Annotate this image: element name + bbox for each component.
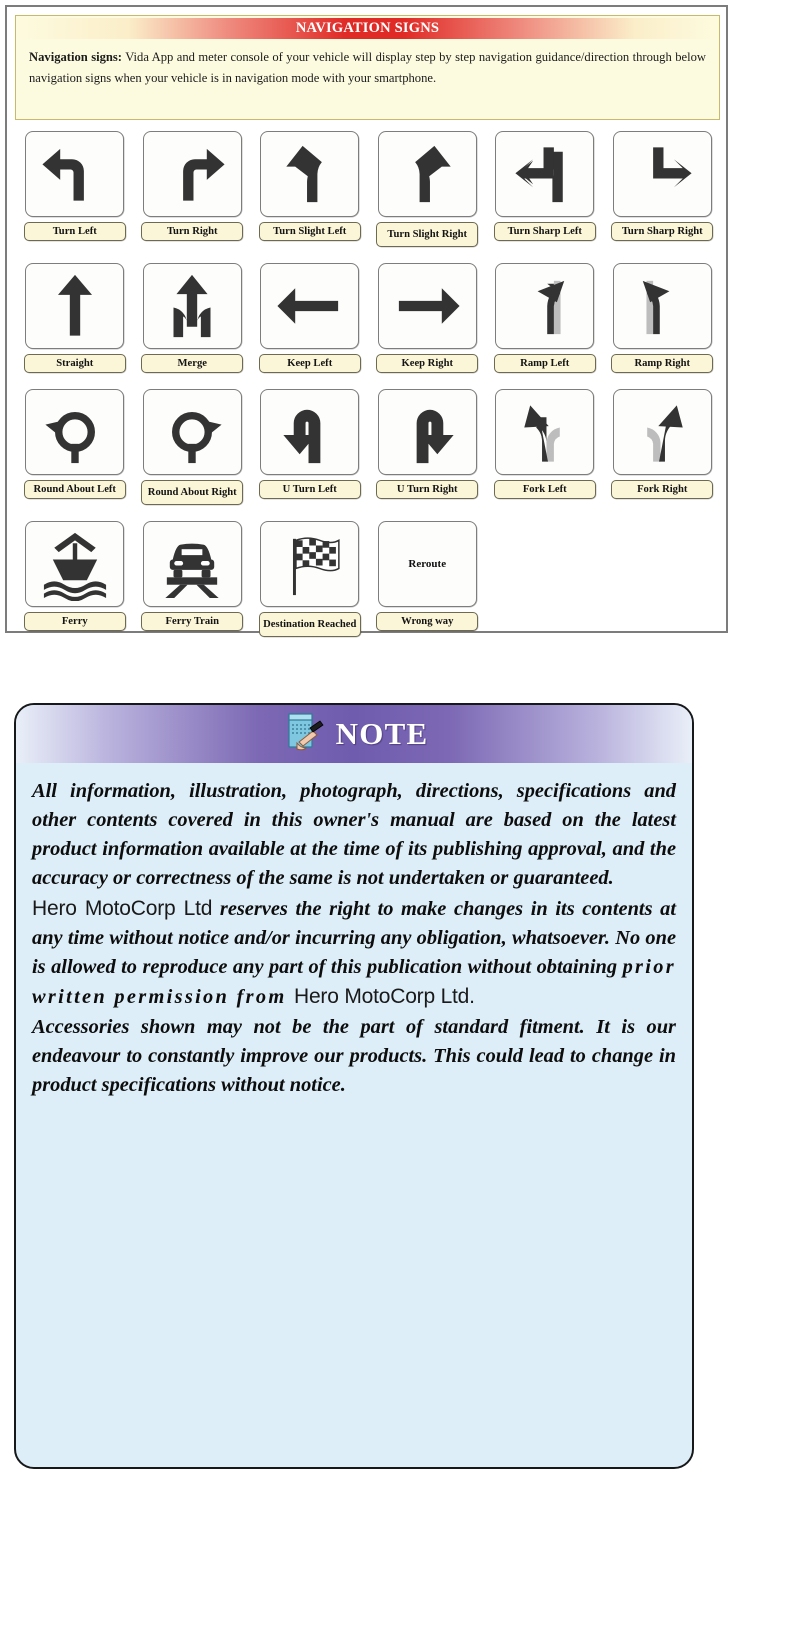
note-header (16, 705, 692, 763)
straight-icon (38, 269, 112, 343)
intro-lead-label: Navigation signs: (29, 50, 122, 64)
reroute-text: Reroute (408, 558, 447, 570)
ramp-left-icon (508, 269, 582, 343)
sign-tile (143, 389, 242, 475)
sign-label: Round About Left (24, 480, 126, 499)
navigation-signs-intro-text (16, 39, 719, 88)
ferry-icon (38, 527, 112, 601)
turn-sharp-right-icon (625, 137, 699, 211)
sign-tile (378, 131, 477, 217)
sign-cell (134, 263, 252, 373)
sign-label: Ferry Train (141, 612, 243, 631)
note-paragraph-2 (32, 894, 676, 1012)
note-paragraph-2-text: reserves the right to make changes in its contents at any time without notice and/or incurring any obligation, whatsoever. No one is allowed to reproduce any part of this publication without obtaining (32, 897, 676, 978)
sign-tile (613, 263, 712, 349)
sign-tile (495, 389, 594, 475)
fork-left-icon (508, 395, 582, 469)
sign-tile (25, 131, 124, 217)
u-turn-right-icon (390, 395, 464, 469)
notepad-writing-hand-icon (280, 709, 326, 760)
turn-left-icon (38, 137, 112, 211)
checkered-flag-icon (273, 527, 347, 601)
merge-icon (155, 269, 229, 343)
sign-label: Ramp Left (494, 354, 596, 373)
ferry-train-icon (155, 527, 229, 601)
sign-tile (495, 131, 594, 217)
sign-cell (486, 131, 604, 247)
sign-tile (25, 389, 124, 475)
sign-tile (260, 263, 359, 349)
navigation-signs-title-band (16, 18, 719, 39)
sign-label: Turn Right (141, 222, 243, 241)
navigation-signs-intro-box (15, 15, 720, 120)
sign-tile (143, 521, 242, 607)
sign-tile (378, 389, 477, 475)
sign-cell (134, 131, 252, 247)
sign-cell (16, 521, 134, 637)
sign-cell (251, 521, 369, 637)
row-spacer (16, 247, 721, 263)
sign-cell (486, 389, 604, 505)
sign-label: Merge (141, 354, 243, 373)
brand-name-1: Hero MotoCorp Ltd (32, 896, 213, 920)
row-spacer (16, 505, 721, 521)
sign-cell (369, 389, 487, 505)
sign-tile (260, 521, 359, 607)
sign-label: Wrong way (376, 612, 478, 631)
sign-label: Ramp Right (611, 354, 713, 373)
sign-label: Keep Right (376, 354, 478, 373)
sign-tile (613, 389, 712, 475)
u-turn-left-icon (273, 395, 347, 469)
keep-left-icon (273, 269, 347, 343)
sign-tile (260, 131, 359, 217)
turn-sharp-left-icon (508, 137, 582, 211)
note-body (16, 763, 692, 1111)
sign-cell (16, 263, 134, 373)
turn-slight-right-icon (390, 137, 464, 211)
note-box (14, 703, 694, 1469)
turn-slight-left-icon (273, 137, 347, 211)
sign-label: Turn Sharp Left (494, 222, 596, 241)
row-spacer (16, 373, 721, 389)
ramp-right-icon (625, 269, 699, 343)
round-about-left-icon (38, 395, 112, 469)
sign-cell (604, 131, 722, 247)
sign-cell (486, 263, 604, 373)
sign-cell (369, 131, 487, 247)
sign-tile (378, 263, 477, 349)
sign-label: Ferry (24, 612, 126, 631)
sign-label: Fork Right (611, 480, 713, 499)
note-paragraph-1: All information, illustration, photograph, directions, specifications and other contents covered in this owner's manual are based on the latest product information available at the time of its publishing approval, and the accuracy or correctness of the same is not undertaken or guaranteed. (32, 780, 676, 889)
sign-label: Turn Slight Left (259, 222, 361, 241)
navigation-signs-grid (16, 131, 721, 637)
note-paragraph-2-wide: prior written permission from (32, 955, 676, 1008)
sign-cell (369, 263, 487, 373)
sign-cell (251, 263, 369, 373)
sign-tile (378, 521, 477, 607)
sign-cell (251, 389, 369, 505)
fork-right-icon (625, 395, 699, 469)
sign-label: Keep Left (259, 354, 361, 373)
sign-cell (604, 389, 722, 505)
sign-label: Round About Right (141, 480, 243, 505)
sign-cell (369, 521, 487, 637)
brand-name-2: Hero MotoCorp Ltd. (293, 984, 475, 1008)
sign-cell (251, 131, 369, 247)
sign-label: U Turn Left (259, 480, 361, 499)
sign-label: U Turn Right (376, 480, 478, 499)
sign-tile (143, 131, 242, 217)
sign-label: Turn Slight Right (376, 222, 478, 247)
sign-cell (16, 389, 134, 505)
sign-tile (613, 131, 712, 217)
sign-tile (260, 389, 359, 475)
navigation-signs-panel (5, 5, 728, 633)
sign-tile (25, 521, 124, 607)
sign-label: Fork Left (494, 480, 596, 499)
sign-cell (604, 263, 722, 373)
sign-label: Straight (24, 354, 126, 373)
round-about-right-icon (155, 395, 229, 469)
sign-label: Turn Left (24, 222, 126, 241)
sign-tile (143, 263, 242, 349)
sign-label: Turn Sharp Right (611, 222, 713, 241)
sign-cell (134, 521, 252, 637)
note-paragraph-3: Accessories shown may not be the part of standard fitment. It is our endeavour to constantly improve our products. This could lead to change in product specifications without notice. (32, 1015, 676, 1096)
turn-right-icon (155, 137, 229, 211)
keep-right-icon (390, 269, 464, 343)
sign-tile (25, 263, 124, 349)
note-heading: NOTE (335, 716, 429, 751)
intro-body-text: Vida App and meter console of your vehicle will display step by step navigation guidance/direction through below navigation signs when your vehicle is in navigation mode with your smartphone. (29, 50, 706, 85)
sign-label: Destination Reached (259, 612, 361, 637)
sign-tile (495, 263, 594, 349)
page-title: NAVIGATION SIGNS (295, 20, 440, 36)
sign-cell (134, 389, 252, 505)
sign-cell (16, 131, 134, 247)
